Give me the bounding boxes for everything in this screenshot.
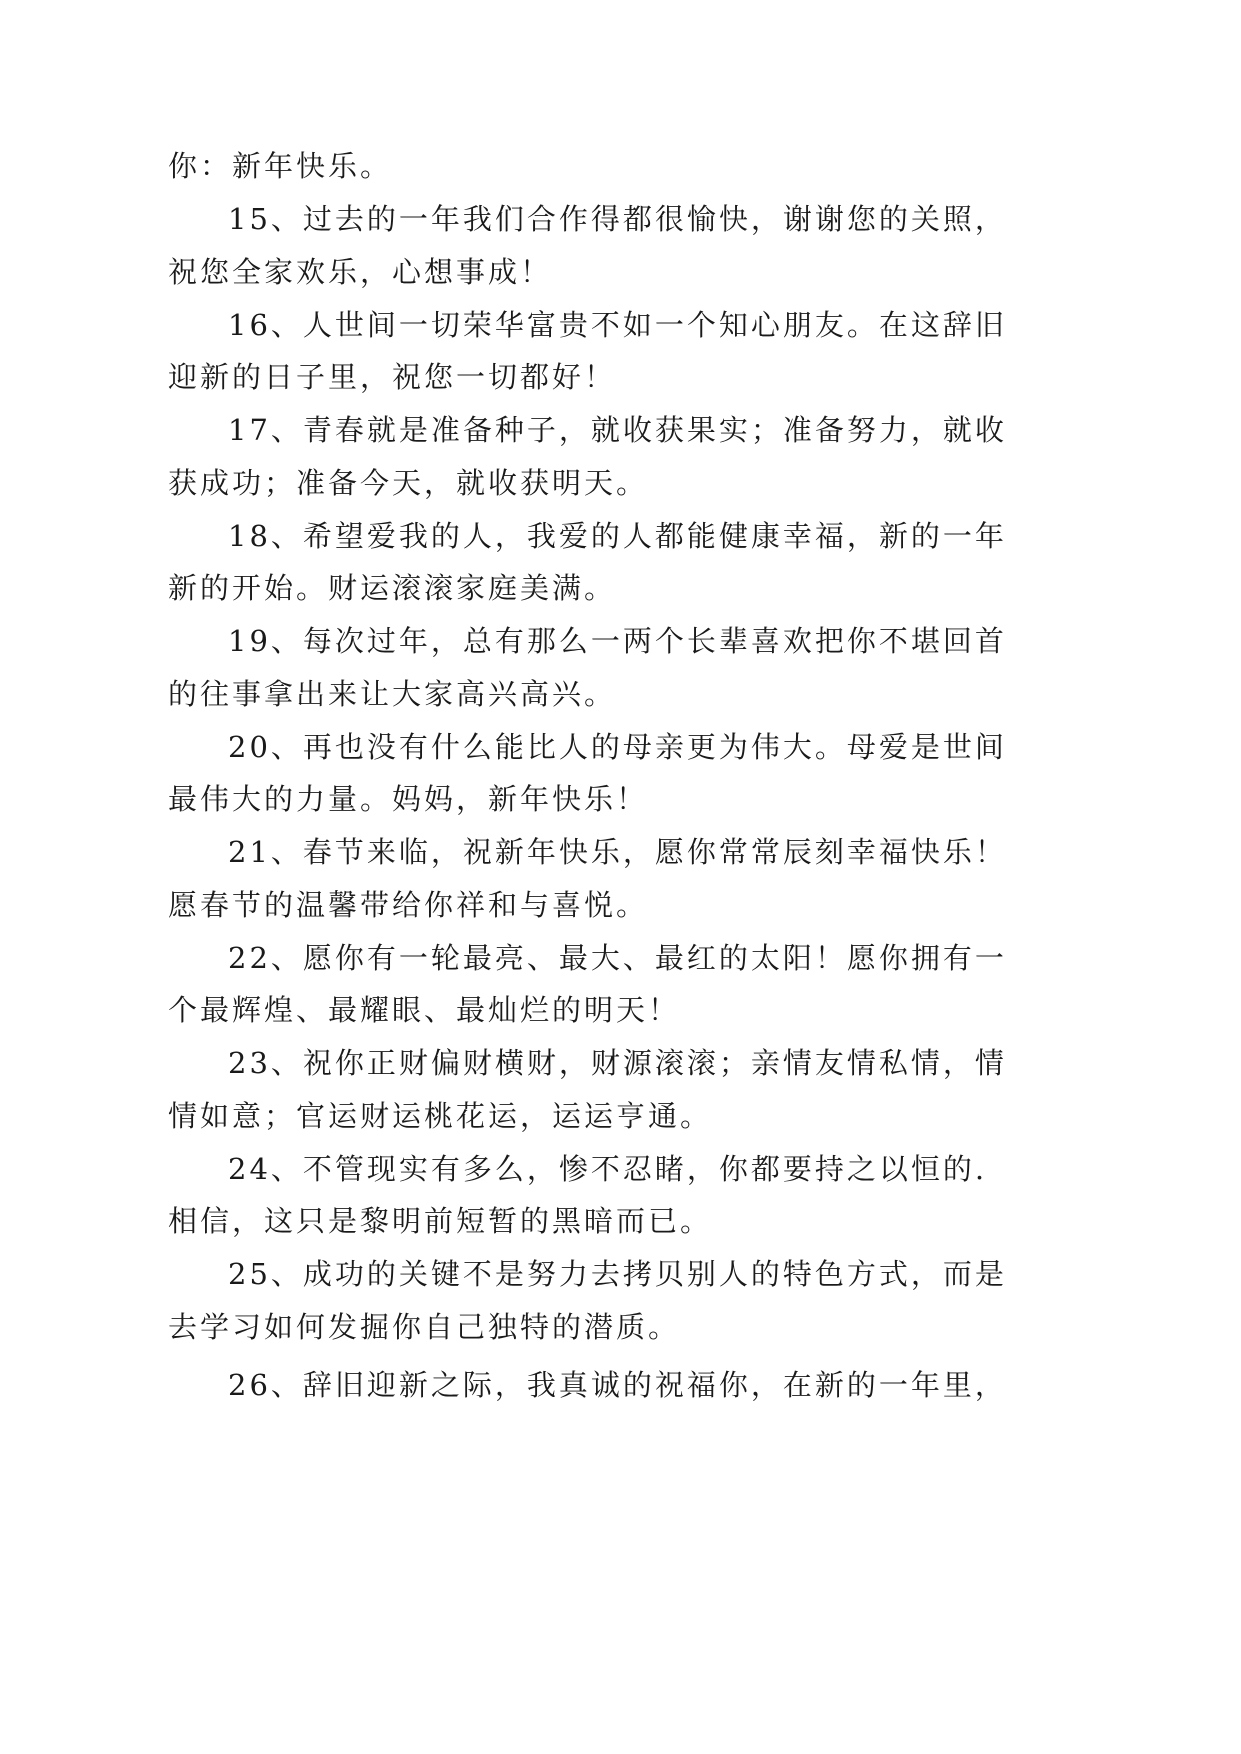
text-line: 17、青春就是准备种子，就收获果实；准备努力，就收 xyxy=(228,413,1007,447)
text-line: 获成功；准备今天，就收获明天。 xyxy=(168,466,649,500)
text-line: 祝您全家欢乐，心想事成！ xyxy=(168,255,553,289)
text-line: 新的开始。财运滚滚家庭美满。 xyxy=(168,571,617,605)
text-line: 20、再也没有什么能比人的母亲更为伟大。母爱是世间 xyxy=(228,730,1007,764)
text-line: 21、春节来临，祝新年快乐，愿你常常辰刻幸福快乐！ xyxy=(228,835,1007,869)
text-line: 最伟大的力量。妈妈，新年快乐！ xyxy=(168,782,649,816)
text-line: 你：新年快乐。 xyxy=(168,149,393,183)
text-line: 迎新的日子里，祝您一切都好！ xyxy=(168,360,617,394)
text-line: 24、不管现实有多么，惨不忍睹，你都要持之以恒的. xyxy=(228,1152,988,1186)
text-line: 18、希望爱我的人，我爱的人都能健康幸福，新的一年 xyxy=(228,519,1007,553)
text-line: 个最辉煌、最耀眼、最灿烂的明天！ xyxy=(168,993,681,1027)
text-line: 相信，这只是黎明前短暂的黑暗而已。 xyxy=(168,1204,713,1238)
text-line: 19、每次过年，总有那么一两个长辈喜欢把你不堪回首 xyxy=(228,624,1007,658)
text-line: 26、辞旧迎新之际，我真诚的祝福你，在新的一年里， xyxy=(228,1368,1007,1402)
text-line: 15、过去的一年我们合作得都很愉快，谢谢您的关照， xyxy=(228,202,1007,236)
text-line: 22、愿你有一轮最亮、最大、最红的太阳！愿你拥有一 xyxy=(228,941,1007,975)
text-line: 愿春节的温馨带给你祥和与喜悦。 xyxy=(168,888,649,922)
text-line: 的往事拿出来让大家高兴高兴。 xyxy=(168,677,617,711)
text-line: 25、成功的关键不是努力去拷贝别人的特色方式，而是 xyxy=(228,1257,1007,1291)
text-line: 16、人世间一切荣华富贵不如一个知心朋友。在这辞旧 xyxy=(228,308,1007,342)
text-line: 情如意；官运财运桃花运，运运亨通。 xyxy=(168,1099,713,1133)
text-line: 23、祝你正财偏财横财，财源滚滚；亲情友情私情，情 xyxy=(228,1046,1007,1080)
text-line: 去学习如何发掘你自己独特的潜质。 xyxy=(168,1310,681,1344)
